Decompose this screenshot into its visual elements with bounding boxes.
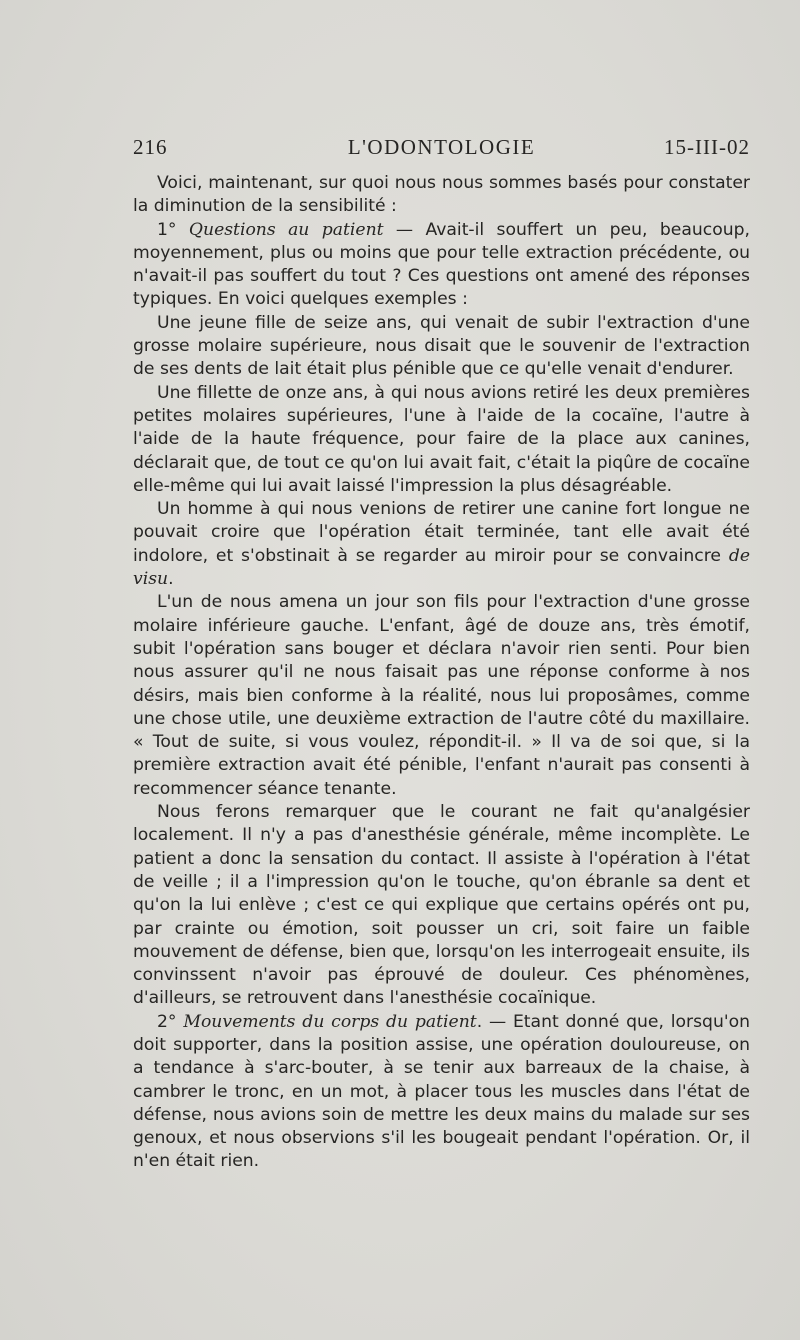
paragraph-example-man: [133, 498, 750, 591]
paragraph-text: L'un de nous amena un jour son fils pour l'extraction d'une grosse molaire inférieure gauche. L'enfant, âgé de douze ans, très émotif, subit l'opération sans bouger et déclara n'avoir rien senti. Pour bien nous assurer qu'il ne nous faisait pas une réponse conforme à nos désirs, mais bien conforme à la réalité, nous lui proposâmes, comme une chose utile, une deuxième extraction de l'autre côté du maxillaire. « Tout de suite, si vous voulez, répondit-il. » Il va de soi que, si la première extraction avait été pénible, l'enfant n'aurait pas consenti à recommencer séance tenante.: [133, 592, 750, 799]
section-heading: Questions au patient: [188, 219, 384, 240]
running-header: [133, 135, 750, 165]
emphasis-de-visu: de visu: [133, 545, 750, 590]
section-number: 1°: [157, 219, 177, 240]
section-heading: Mouvements du corps du patient: [183, 1011, 477, 1032]
journal-title: L'ODONTOLOGIE: [347, 135, 536, 159]
paragraph-tail: .: [168, 569, 174, 590]
paragraph-example-fillette: [133, 382, 750, 498]
paragraph-text: Nous ferons remarquer que le courant ne fait qu'analgésier localement. Il n'y a pas d'anesthésie générale, même incomplète. Le patient a donc la sensation du contact. Il assiste à l'opération à l'état de veille ; il a l'impression qu'on le touche, qu'on ébranle sa dent et qu'on la lui enlève ; c'est ce qui explique que certains opérés ont pu, par crainte ou émotion, soit pousser un cri, soit faire un faible mouvement de défense, bien que, lorsqu'on les interrogeait ensuite, ils convinssent n'avoir pas éprouvé de douleur. Ces phénomènes, d'ailleurs, se retrouvent dans l'anesthésie cocaïnique.: [133, 802, 750, 1009]
paragraph-questions-heading: [133, 219, 750, 312]
page-number: 216: [133, 135, 168, 159]
paragraph-text: — Avait-il souffert un peu, beaucoup, moyennement, plus ou moins que pour telle extraction précédente, ou n'avait-il pas souffert du tout ? Ces questions ont amené des réponses typiques. En voici quelques exemples :: [133, 219, 750, 310]
paragraph-text: Une fillette de onze ans, à qui nous avions retiré les deux premières petites molaires supérieures, l'une à l'aide de la cocaïne, l'autre à l'aide de la haute fréquence, pour faire de la place aux canines, déclarait que, de tout ce qu'on lui avait fait, c'était la piqûre de cocaïne elle-même qui lui avait laissé l'impression la plus désagréable.: [133, 382, 750, 496]
issue-date: 15-III-02: [664, 135, 750, 159]
article-body: [133, 172, 750, 1174]
paragraph-text: Un homme à qui nous venions de retirer une canine fort longue ne pouvait croire que l'opération était terminée, tant elle avait été indolore, et s'obstinait à se regarder au miroir pour se convaincre: [133, 499, 750, 566]
paragraph-movements-heading: [133, 1011, 750, 1174]
section-number: 2°: [157, 1011, 177, 1032]
paragraph-example-son: [133, 591, 750, 801]
paragraph-example-girl: [133, 312, 750, 382]
paragraph-text: . — Etant donné que, lorsqu'on doit supporter, dans la position assise, une opération douloureuse, on a tendance à s'arc-bouter, à se tenir aux barreaux de la chaise, à cambrer le tronc, en un mot, à placer tous les muscles dans l'état de défense, nous avions soin de mettre les deux mains du malade sur ses genoux, et nous observions s'il les bougeait pendant l'opération. Or, il n'en était rien.: [133, 1011, 750, 1172]
paragraph-text: Une jeune fille de seize ans, qui venait de subir l'extraction d'une grosse molaire supérieure, nous disait que le souvenir de l'extraction de ses dents de lait était plus pénible que ce qu'elle venait d'endurer.: [133, 312, 750, 380]
paragraph-remark: [133, 801, 750, 1011]
paragraph-intro: [133, 172, 750, 219]
paragraph-text: Voici, maintenant, sur quoi nous nous sommes basés pour constater la diminution de la sensibilité :: [133, 173, 750, 217]
